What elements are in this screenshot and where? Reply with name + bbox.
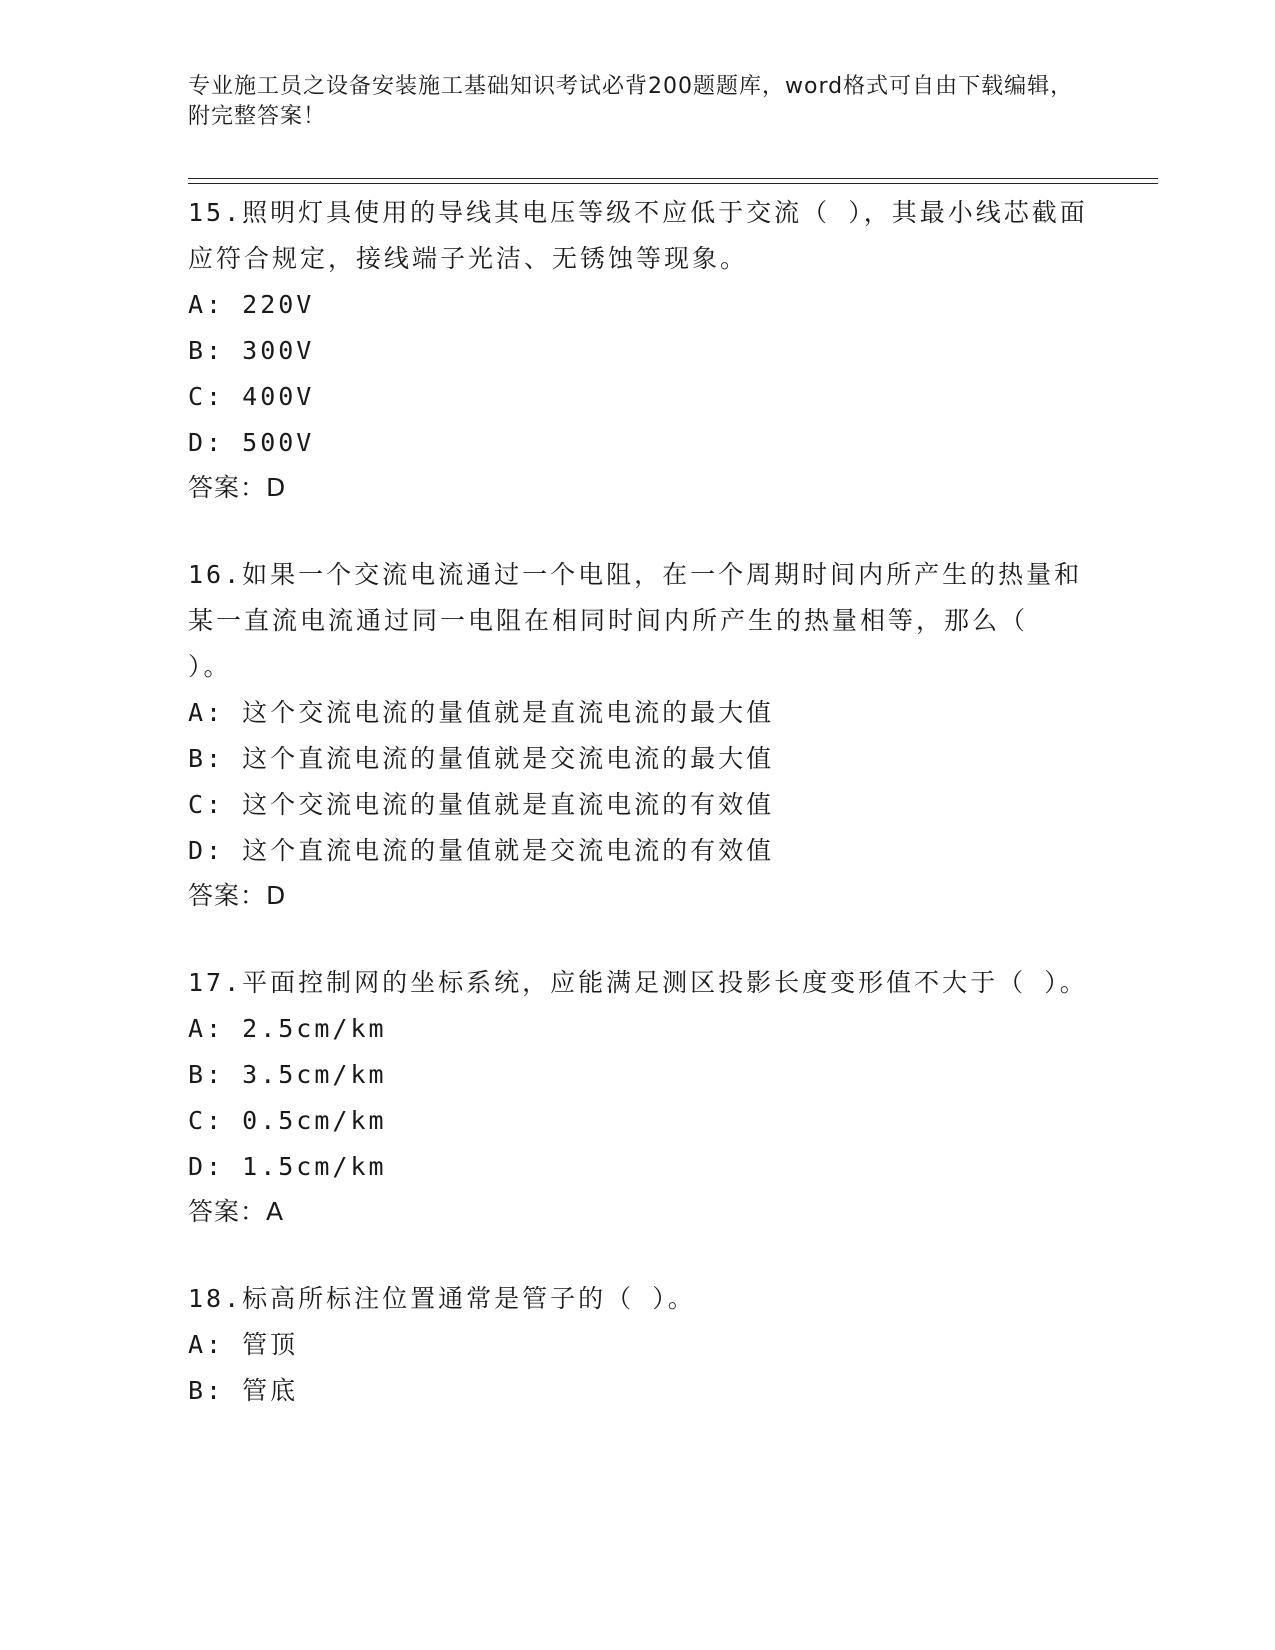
option-a: A: 管顶 — [188, 1330, 299, 1359]
question-18 — [188, 1276, 1088, 1414]
question-17 — [188, 960, 1088, 1234]
option-b: B: 3.5cm/km — [188, 1060, 387, 1089]
option-d: D: 500V — [188, 428, 315, 457]
option-d: D: 1.5cm/km — [188, 1152, 387, 1181]
option-a: A: 2.5cm/km — [188, 1014, 387, 1043]
answer: 答案：D — [188, 473, 287, 502]
question-list — [188, 190, 1088, 1456]
option-c: C: 这个交流电流的量值就是直流电流的有效值 — [188, 790, 775, 819]
option-b: B: 这个直流电流的量值就是交流电流的最大值 — [188, 744, 775, 773]
option-a: A: 220V — [188, 290, 315, 319]
question-text: 18.标高所标注位置通常是管子的（ ）。 — [188, 1284, 696, 1313]
question-text: 16.如果一个交流电流通过一个电阻，在一个周期时间内所产生的热量和某一直流电流通过同一电阻在相同时间内所产生的热量相等，那么（ ）。 — [188, 560, 1083, 681]
document-header: 专业施工员之设备安装施工基础知识考试必背200题题库，word格式可自由下载编辑，附完整答案！ — [188, 74, 1074, 129]
question-16 — [188, 552, 1088, 918]
answer: 答案：D — [188, 881, 287, 910]
option-c: C: 0.5cm/km — [188, 1106, 387, 1135]
question-text: 17.平面控制网的坐标系统，应能满足测区投影长度变形值不大于（ ）。 — [188, 968, 1088, 997]
header-rule-bottom — [188, 183, 1158, 184]
header-rule-top — [188, 178, 1158, 179]
question-text: 15.照明灯具使用的导线其电压等级不应低于交流（ ），其最小线芯截面应符合规定，接线端子光洁、无锈蚀等现象。 — [188, 198, 1088, 273]
answer: 答案：A — [188, 1197, 285, 1226]
option-b: B: 300V — [188, 336, 315, 365]
option-d: D: 这个直流电流的量值就是交流电流的有效值 — [188, 836, 775, 865]
option-a: A: 这个交流电流的量值就是直流电流的最大值 — [188, 698, 775, 727]
question-15 — [188, 190, 1088, 510]
option-c: C: 400V — [188, 382, 315, 411]
option-b: B: 管底 — [188, 1376, 299, 1405]
